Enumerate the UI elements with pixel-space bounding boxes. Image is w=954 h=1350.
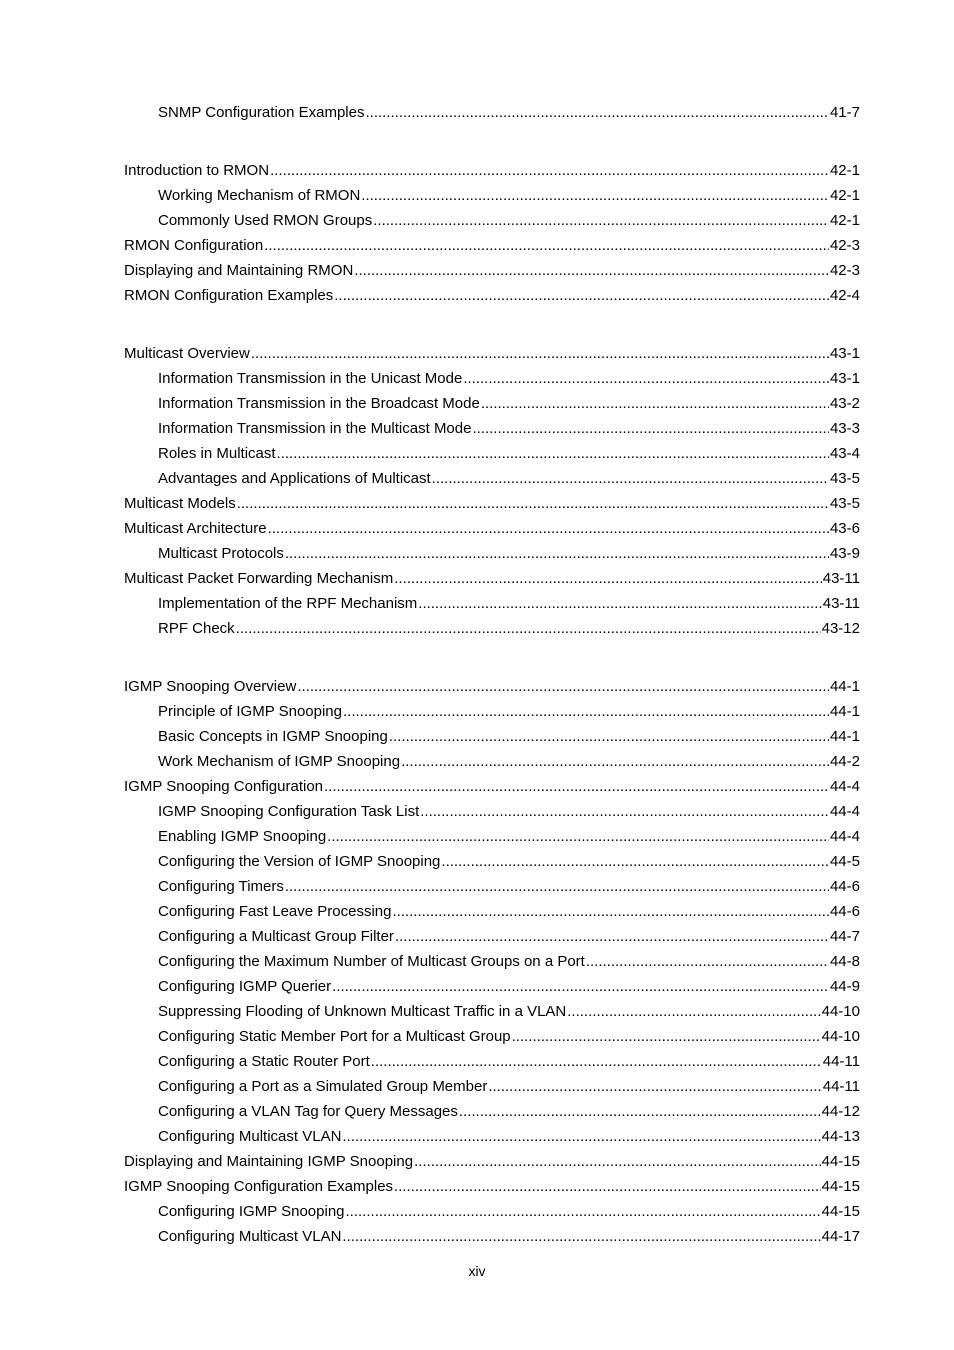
- toc-entry-page: 42-4: [829, 287, 860, 304]
- toc-entry-title: Configuring Multicast VLAN: [158, 1128, 342, 1145]
- toc-entry-level2[interactable]: [124, 899, 860, 924]
- dot-leader: [251, 341, 829, 366]
- dot-leader: [285, 874, 829, 899]
- dot-leader: [343, 699, 829, 724]
- toc-entry-page: 43-1: [829, 345, 860, 362]
- dot-leader: [420, 799, 829, 824]
- toc-entry-level1[interactable]: [124, 516, 860, 541]
- toc-entry-title: Configuring the Version of IGMP Snooping: [158, 853, 441, 870]
- toc-entry-title: Information Transmission in the Broadcast Mode: [158, 395, 480, 412]
- toc-entry-level1[interactable]: [124, 674, 860, 699]
- toc-section: [124, 674, 860, 1249]
- toc-entry-page: 44-11: [822, 1078, 860, 1095]
- toc-entry-title: Displaying and Maintaining RMON: [124, 262, 354, 279]
- dot-leader: [346, 1199, 821, 1224]
- toc-entry-title: Multicast Overview: [124, 345, 250, 362]
- toc-entry-title: Displaying and Maintaining IGMP Snooping: [124, 1153, 414, 1170]
- toc-entry-title: IGMP Snooping Configuration: [124, 778, 324, 795]
- toc-entry-page: 42-1: [829, 162, 860, 179]
- toc-entry-level1[interactable]: [124, 491, 860, 516]
- dot-leader: [567, 999, 820, 1024]
- toc-entry-page: 42-3: [829, 237, 860, 254]
- dot-leader: [394, 1174, 821, 1199]
- dot-leader: [389, 724, 829, 749]
- toc-entry-level2[interactable]: [124, 724, 860, 749]
- toc-entry-page: 43-4: [829, 445, 860, 462]
- toc-entry-page: 41-7: [829, 104, 860, 121]
- toc-entry-page: 44-17: [821, 1228, 860, 1245]
- toc-entry-level2[interactable]: [124, 799, 860, 824]
- toc-section: [124, 100, 860, 125]
- toc-entry-level2[interactable]: [124, 874, 860, 899]
- toc-entry-title: Configuring Multicast VLAN: [158, 1228, 342, 1245]
- toc-entry-title: IGMP Snooping Configuration Task List: [158, 803, 420, 820]
- toc-entry-page: 43-6: [829, 520, 860, 537]
- toc-entry-level2[interactable]: [124, 824, 860, 849]
- toc-entry-page: 44-10: [821, 1003, 860, 1020]
- toc-entry-title: RPF Check: [158, 620, 235, 637]
- toc-entry-title: Multicast Protocols: [158, 545, 284, 562]
- toc-entry-title: SNMP Configuration Examples: [158, 104, 365, 121]
- toc-entry-level1[interactable]: [124, 566, 860, 591]
- toc-entry-level2[interactable]: [124, 541, 860, 566]
- dot-leader: [373, 208, 829, 233]
- toc-entry-level2[interactable]: [124, 100, 860, 125]
- dot-leader: [488, 1074, 821, 1099]
- toc-entry-level1[interactable]: [124, 1149, 860, 1174]
- toc-entry-title: Multicast Packet Forwarding Mechanism: [124, 570, 394, 587]
- toc-entry-level1[interactable]: [124, 283, 860, 308]
- toc-entry-title: Introduction to RMON: [124, 162, 270, 179]
- toc-entry-level2[interactable]: [124, 208, 860, 233]
- toc-entry-title: Configuring Timers: [158, 878, 284, 895]
- dot-leader: [401, 749, 829, 774]
- dot-leader: [332, 974, 829, 999]
- toc-entry-title: Work Mechanism of IGMP Snooping: [158, 753, 401, 770]
- toc-entry-title: Roles in Multicast: [158, 445, 276, 462]
- toc-entry-page: 43-11: [822, 570, 860, 587]
- toc-entry-level2[interactable]: [124, 183, 860, 208]
- toc-entry-level1[interactable]: [124, 1174, 860, 1199]
- toc-entry-page: 44-8: [829, 953, 860, 970]
- toc-entry-level2[interactable]: [124, 1074, 860, 1099]
- dot-leader: [277, 441, 829, 466]
- toc-entry-level2[interactable]: [124, 1224, 860, 1249]
- toc-entry-level1[interactable]: [124, 233, 860, 258]
- toc-entry-title: Enabling IGMP Snooping: [158, 828, 327, 845]
- dot-leader: [334, 283, 829, 308]
- toc-entry-page: 43-2: [829, 395, 860, 412]
- dot-leader: [327, 824, 829, 849]
- toc-entry-title: Configuring the Maximum Number of Multicast Groups on a Port: [158, 953, 585, 970]
- toc-entry-page: 44-9: [829, 978, 860, 995]
- toc-entry-level2[interactable]: [124, 749, 860, 774]
- toc-entry-title: Multicast Architecture: [124, 520, 267, 537]
- toc-entry-page: 43-5: [829, 495, 860, 512]
- toc-entry-title: Configuring Static Member Port for a Multicast Group: [158, 1028, 511, 1045]
- toc-entry-page: 44-1: [829, 728, 860, 745]
- toc-entry-page: 43-5: [829, 470, 860, 487]
- toc-entry-page: 42-3: [829, 262, 860, 279]
- toc-entry-page: 44-15: [821, 1178, 860, 1195]
- dot-leader: [459, 1099, 821, 1124]
- toc-entry-level2[interactable]: [124, 1099, 860, 1124]
- toc-entry-page: 44-6: [829, 878, 860, 895]
- toc-section: [124, 341, 860, 641]
- toc-entry-title: Information Transmission in the Multicast Mode: [158, 420, 472, 437]
- toc-entry-level2[interactable]: [124, 591, 860, 616]
- toc-entry-title: RMON Configuration: [124, 237, 264, 254]
- toc-entry-level2[interactable]: [124, 416, 860, 441]
- toc-entry-page: 43-1: [829, 370, 860, 387]
- toc-entry-level1[interactable]: [124, 774, 860, 799]
- page-number: xiv: [468, 1263, 486, 1279]
- toc-entry-level1[interactable]: [124, 158, 860, 183]
- toc-entry-page: 42-1: [829, 187, 860, 204]
- toc-entry-level2[interactable]: [124, 999, 860, 1024]
- toc-entry-level2[interactable]: [124, 974, 860, 999]
- dot-leader: [432, 466, 829, 491]
- toc-entry-level2[interactable]: [124, 1124, 860, 1149]
- toc-entry-page: 43-12: [821, 620, 860, 637]
- toc-entry-title: IGMP Snooping Overview: [124, 678, 297, 695]
- toc-entry-title: Configuring a VLAN Tag for Query Messages: [158, 1103, 458, 1120]
- dot-leader: [297, 674, 829, 699]
- toc-entry-page: 44-5: [829, 853, 860, 870]
- dot-leader: [472, 416, 829, 441]
- toc-entry-page: 42-1: [829, 212, 860, 229]
- dot-leader: [371, 1049, 822, 1074]
- toc-entry-level1[interactable]: [124, 341, 860, 366]
- toc-entry-level2[interactable]: [124, 924, 860, 949]
- dot-leader: [354, 258, 829, 283]
- toc-entry-page: 44-4: [829, 828, 860, 845]
- toc-entry-level2[interactable]: [124, 1024, 860, 1049]
- toc-entry-page: 44-4: [829, 778, 860, 795]
- dot-leader: [324, 774, 829, 799]
- toc-entry-level2[interactable]: [124, 391, 860, 416]
- toc-entry-page: 44-2: [829, 753, 860, 770]
- toc-section: [124, 158, 860, 308]
- toc-entry-level2[interactable]: [124, 366, 860, 391]
- toc-entry-level2[interactable]: [124, 949, 860, 974]
- toc-entry-title: Configuring IGMP Snooping: [158, 1203, 345, 1220]
- toc-entry-title: Principle of IGMP Snooping: [158, 703, 342, 720]
- toc-entry-title: Configuring IGMP Querier: [158, 978, 332, 995]
- dot-leader: [463, 366, 829, 391]
- toc-entry-page: 44-1: [829, 703, 860, 720]
- toc-entry-title: Commonly Used RMON Groups: [158, 212, 373, 229]
- toc-entry-title: Configuring a Port as a Simulated Group Member: [158, 1078, 488, 1095]
- toc-entry-title: Basic Concepts in IGMP Snooping: [158, 728, 388, 745]
- toc-entry-page: 44-13: [821, 1128, 860, 1145]
- dot-leader: [512, 1024, 821, 1049]
- dot-leader: [441, 849, 829, 874]
- dot-leader: [586, 949, 829, 974]
- toc-entry-page: 43-11: [822, 595, 860, 612]
- toc-entry-page: 43-9: [829, 545, 860, 562]
- toc-entry-level2[interactable]: [124, 466, 860, 491]
- toc-entry-title: Configuring Fast Leave Processing: [158, 903, 392, 920]
- toc-entry-title: Information Transmission in the Unicast Mode: [158, 370, 463, 387]
- dot-leader: [392, 899, 829, 924]
- table-of-contents: [124, 100, 860, 1282]
- toc-entry-page: 44-1: [829, 678, 860, 695]
- toc-entry-level1[interactable]: [124, 258, 860, 283]
- toc-entry-title: Working Mechanism of RMON: [158, 187, 361, 204]
- toc-entry-level2[interactable]: [124, 441, 860, 466]
- toc-entry-page: 44-4: [829, 803, 860, 820]
- toc-entry-title: RMON Configuration Examples: [124, 287, 334, 304]
- toc-entry-page: 44-15: [821, 1153, 860, 1170]
- dot-leader: [365, 100, 828, 125]
- dot-leader: [236, 616, 821, 641]
- dot-leader: [285, 541, 829, 566]
- dot-leader: [237, 491, 829, 516]
- toc-entry-title: Advantages and Applications of Multicast: [158, 470, 431, 487]
- dot-leader: [361, 183, 829, 208]
- toc-entry-title: Configuring a Static Router Port: [158, 1053, 370, 1070]
- dot-leader: [264, 233, 829, 258]
- toc-entry-level2[interactable]: [124, 1049, 860, 1074]
- toc-entry-level2[interactable]: [124, 616, 860, 641]
- toc-entry-title: Multicast Models: [124, 495, 236, 512]
- toc-entry-level2[interactable]: [124, 1199, 860, 1224]
- toc-entry-title: Implementation of the RPF Mechanism: [158, 595, 418, 612]
- toc-entry-level2[interactable]: [124, 849, 860, 874]
- toc-entry-page: 43-3: [829, 420, 860, 437]
- toc-entry-page: 44-12: [821, 1103, 860, 1120]
- toc-entry-page: 44-15: [821, 1203, 860, 1220]
- toc-entry-level2[interactable]: [124, 699, 860, 724]
- dot-leader: [342, 1124, 820, 1149]
- toc-entry-page: 44-11: [822, 1053, 860, 1070]
- dot-leader: [481, 391, 829, 416]
- dot-leader: [270, 158, 829, 183]
- dot-leader: [395, 924, 829, 949]
- dot-leader: [268, 516, 829, 541]
- dot-leader: [394, 566, 821, 591]
- dot-leader: [418, 591, 821, 616]
- toc-entry-page: 44-6: [829, 903, 860, 920]
- toc-entry-title: Configuring a Multicast Group Filter: [158, 928, 394, 945]
- dot-leader: [414, 1149, 821, 1174]
- toc-entry-page: 44-7: [829, 928, 860, 945]
- toc-entry-title: IGMP Snooping Configuration Examples: [124, 1178, 394, 1195]
- dot-leader: [342, 1224, 820, 1249]
- toc-entry-page: 44-10: [821, 1028, 860, 1045]
- toc-entry-title: Suppressing Flooding of Unknown Multicast Traffic in a VLAN: [158, 1003, 567, 1020]
